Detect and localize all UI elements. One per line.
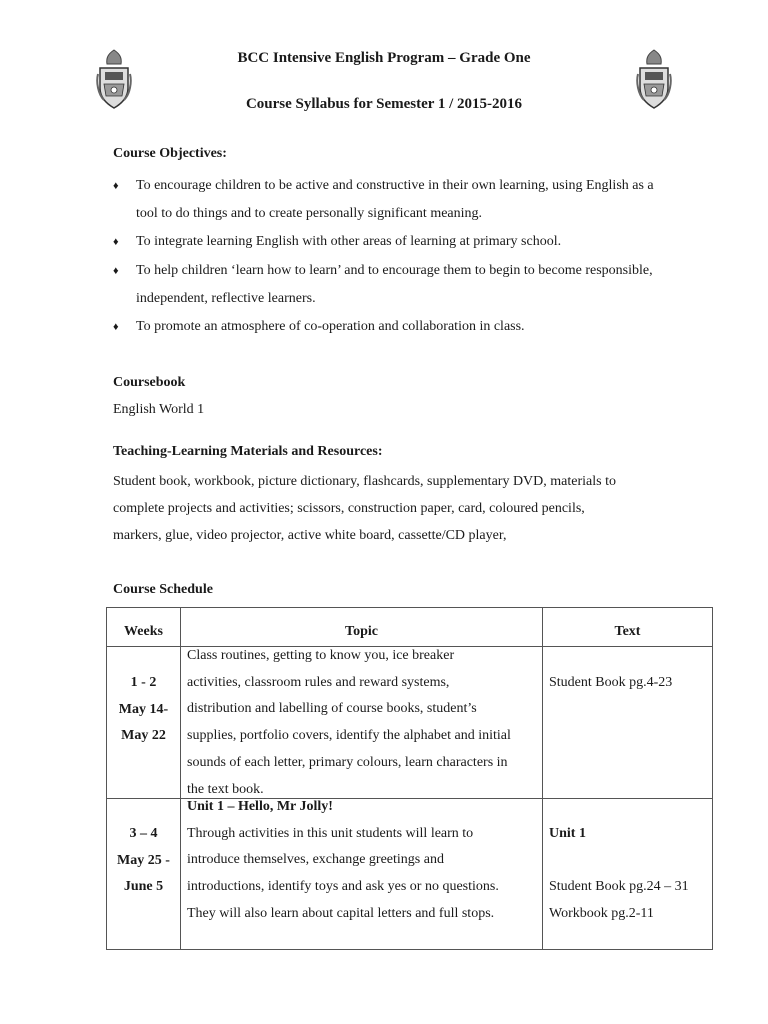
- topic-line: the text book.: [187, 781, 264, 797]
- materials-line: Student book, workbook, picture dictionary, flashcards, supplementary DVD, materials to: [113, 474, 616, 489]
- text-cell: [549, 670, 709, 697]
- diamond-bullet-icon: ♦: [113, 265, 119, 277]
- objective-text: To promote an atmosphere of co-operation and collaboration in class.: [136, 319, 525, 334]
- topic-line: introductions, identify toys and ask yes or no questions.: [187, 879, 499, 895]
- objective-item: [113, 313, 673, 341]
- text-line: Student Book pg.4-23: [549, 675, 673, 690]
- document-subtitle: Course Syllabus for Semester 1 / 2015-2016: [245, 96, 523, 112]
- topic-cell: [187, 794, 539, 928]
- weeks-range: 1 - 2: [130, 675, 157, 690]
- text-cell: [549, 821, 709, 928]
- spacer: [549, 848, 709, 875]
- text-line: Workbook pg.2-11: [549, 906, 654, 922]
- topic-line: supplies, portfolio covers, identify the alphabet and initial: [187, 728, 511, 744]
- materials-line: markers, glue, video projector, active white board, cassette/CD player,: [113, 528, 507, 543]
- unit-title: Unit 1 – Hello, Mr Jolly!: [187, 799, 333, 814]
- objective-item: [113, 257, 673, 313]
- coursebook-value: English World 1: [113, 402, 205, 417]
- diamond-bullet-icon: ♦: [113, 321, 119, 333]
- column-header-weeks: Weeks: [124, 624, 163, 639]
- topic-line: introduce themselves, exchange greetings and: [187, 852, 444, 868]
- schedule-table: [106, 607, 713, 950]
- weeks-date: May 25 -: [117, 852, 170, 868]
- topic-line: distribution and labelling of course books, student’s: [187, 701, 477, 717]
- materials-line: complete projects and activities; scissors, construction paper, card, coloured pencils,: [113, 501, 585, 516]
- text-line: Student Book pg.24 – 31: [549, 879, 689, 895]
- weeks-date: June 5: [123, 879, 164, 894]
- schedule-heading: Course Schedule: [113, 582, 213, 597]
- weeks-cell: [107, 821, 180, 901]
- document-title: BCC Intensive English Program – Grade One: [237, 50, 531, 66]
- diamond-bullet-icon: ♦: [113, 236, 119, 248]
- column-header-topic: Topic: [345, 624, 378, 639]
- materials-heading: Teaching-Learning Materials and Resources:: [113, 444, 383, 459]
- coursebook-heading: Coursebook: [113, 375, 186, 390]
- objective-text: To integrate learning English with other areas of learning at primary school.: [136, 234, 562, 249]
- objective-item: [113, 228, 673, 256]
- weeks-cell: [107, 670, 180, 750]
- topic-line: sounds of each letter, primary colours, learn characters in: [187, 754, 508, 770]
- column-divider: [180, 608, 181, 949]
- topic-line: Through activities in this unit students will learn to: [187, 825, 474, 841]
- weeks-date: May 22: [121, 728, 166, 743]
- column-header-text: Text: [614, 624, 641, 639]
- objectives-heading: Course Objectives:: [113, 146, 227, 161]
- topic-line: Class routines, getting to know you, ice breaker: [187, 648, 455, 663]
- topic-line: They will also learn about capital letters and full stops.: [187, 905, 495, 921]
- weeks-date: May 14-: [118, 701, 169, 717]
- diamond-bullet-icon: ♦: [113, 180, 119, 192]
- topic-cell: [187, 643, 539, 803]
- unit-label: Unit 1: [549, 826, 586, 841]
- column-divider: [542, 608, 543, 949]
- topic-line: activities, classroom rules and reward systems,: [187, 674, 450, 690]
- objective-item: [113, 172, 673, 228]
- weeks-range: 3 – 4: [129, 826, 158, 841]
- objective-text: To help children ‘learn how to learn’ and to encourage them to begin to become responsible, independent, reflective learners.: [136, 263, 653, 306]
- objective-text: To encourage children to be active and constructive in their own learning, using English as a tool to do things and to create personally significant meaning.: [136, 178, 654, 221]
